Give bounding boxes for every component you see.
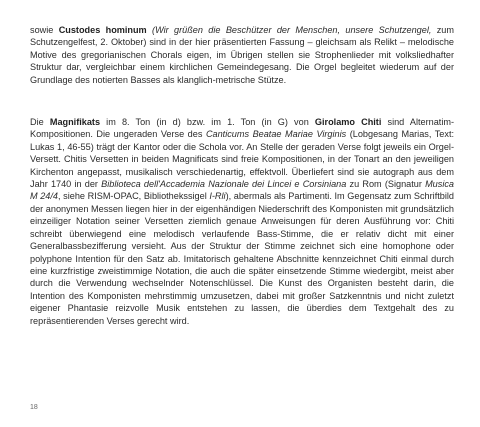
text-run: sind Alternatim-Kompositionen. Die ungeraden Verse des — [30, 117, 454, 140]
text-run: zum Schutzengelfest, 2. Oktober) sind in der hier präsentierten Fassung – gleichsam als Relikt – melodische Motive des gregorianischen Chorals eigen, im Übrigen stellen sie Strophenlieder mit volksliedhafter Struktur dar, vergleichbar einem kirchlichen Gemeindegesang. Die Orgel begleitet wiederum auf der Grundlage des notierten Basses als klanglich-metrische Stütze. — [30, 25, 454, 85]
italic-library-name: Biblioteca dell'Accademia Nazionale dei Lincei e Corsiniana — [101, 179, 347, 190]
italic-shelfmark: Musica M 24/4 — [30, 179, 454, 202]
text-run: zu Rom (Signatur — [346, 179, 426, 190]
text-run: im 8. Ton (in d) bzw. im 1. Ton (in G) von — [100, 117, 315, 128]
bold-title-magnifikats: Magnifikats — [49, 117, 101, 128]
text-run: , siehe RISM-OPAC, Bibliothekssigel — [58, 191, 210, 202]
document-body — [30, 24, 454, 327]
italic-canticum-title: Canticums Beatae Mariae Virginis — [205, 129, 347, 140]
bold-title-custodes-hominum: Custodes hominum — [58, 25, 147, 35]
text-run: Die — [30, 117, 50, 128]
page-number: 18 — [30, 404, 38, 411]
text-run: sowie — [30, 25, 59, 35]
italic-library-siglum: I-Rli — [209, 191, 226, 202]
paragraph-magnifikats — [30, 116, 454, 327]
bold-composer-name: Girolamo Chiti — [314, 117, 382, 128]
text-run: (Lobgesang Marias, Text: Lukas 1, 46-55) trägt der Kantor oder die Schola vor. An Stelle der geraden Verse folgt jeweils ein Orgel-Versett. Chitis Versetten in beiden Magnificats sind freie Kompositionen, in der Tonart an den jeweiligen Kirchenton angepasst, musikalisch verschiedenartig, effektvoll. Überliefert sind sie autograph aus dem Jahr 1740 in der — [30, 129, 455, 190]
text-run: ), abermals als Partimenti. Im Gegensatz zum Schriftbild der anonymen Messen liegen hier in der eigenhändigen Niederschrift des Komponisten mit grundsätzlich einzeiliger Notation seiner Versetten ziemlich genaue Anweisungen für deren Ausführung vor: Chiti schreibt überwiegend eine melodisch verlaufende Bass-Stimme, die er relativ dicht mit einer Generalbassbezifferung versieht. Aus der Struktur der Stimme zeichnet sich eine homophone oder polyphone Intention für den Satz ab. Imitatorisch gehaltene Abschnitte kennzeichnet Chiti einmal durch eine kurzfristige zweistimmige Notation, die auch die später einsetzende Stimme wiedergibt, meist aber durch die Verwendung wechselnder Notenschlüssel. Die Kunst des Organisten besteht darin, die Intention des Komponisten mehrstimmig umzusetzen, dabei mit großer Satzkenntnis und nicht zuletzt eigener Phantasie reizvolle Musik entstehen zu lassen, die überdies dem Textgehalt des zu repräsentierenden Verses gerecht wird. — [30, 191, 454, 326]
italic-translation: (Wir grüßen die Beschützer der Menschen, unsere Schutzengel, — [152, 25, 432, 35]
paragraph-custodes — [30, 24, 454, 86]
